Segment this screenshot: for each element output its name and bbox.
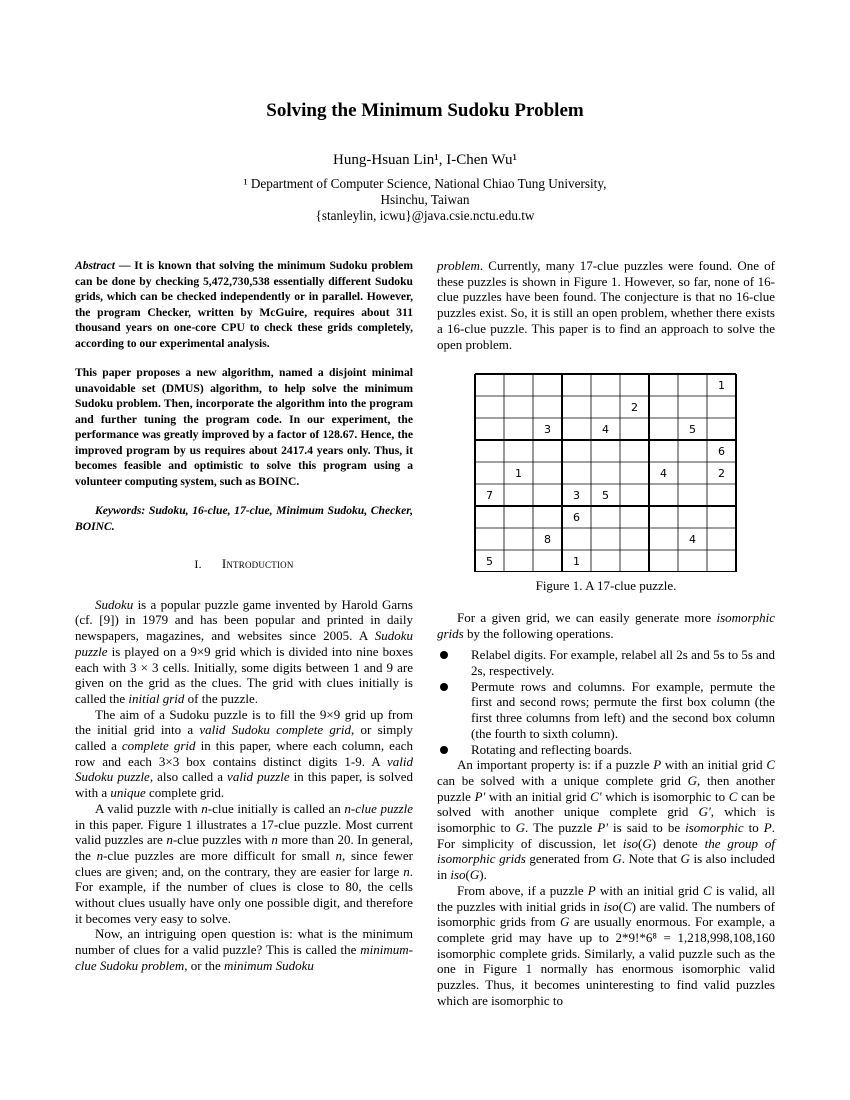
text-run: C xyxy=(622,898,632,914)
text-run: is also included in xyxy=(437,851,775,883)
text-run: . The puzzle xyxy=(525,820,598,836)
section-number: I. xyxy=(194,557,202,571)
text-run: complete grid. xyxy=(145,785,225,801)
text-run: iso xyxy=(603,898,619,914)
text-run: -clue puzzles with xyxy=(172,832,272,848)
text-run: minimum Sudoku xyxy=(224,957,314,973)
text-run: n xyxy=(271,832,278,848)
text-run: is a popular puzzle game invented by Harold Garns (cf. [9]) in 1979 and has been popular and printed in daily newspapers, magazines, and websites since 2005. A xyxy=(75,596,413,644)
text-run: with an initial grid xyxy=(595,882,704,898)
text-run: which is isomorphic to xyxy=(601,788,729,804)
text-run: more than 20. In general, the xyxy=(75,832,413,863)
text-run: , or the xyxy=(184,957,224,973)
bullet-text: Permute rows and columns. For example, permute the first and second rows; permute the first box column (the first three columns from left) and the second box column (the fourth to sixth column). xyxy=(471,678,775,741)
bullet-text: Relabel digits. For example, relabel all 2s and 5s to 5s and 2s, respectively. xyxy=(471,647,775,679)
text-run: P' xyxy=(597,820,608,836)
sudoku-clue: 5 xyxy=(486,555,493,569)
text-run: The aim of a Sudoku puzzle is to fill the 9×9 grid up from the initial grid into a xyxy=(75,706,413,738)
text-run: complete grid xyxy=(121,738,196,754)
bullet-dot-icon xyxy=(440,746,448,754)
text-run: the group of isomorphic grids xyxy=(437,835,775,867)
text-run: with an initial grid xyxy=(661,757,767,773)
text-run: P xyxy=(653,757,662,773)
text-run: n xyxy=(166,832,173,848)
sudoku-grid xyxy=(473,372,738,572)
text-run: . For example, if the number of clues is close to 80, the cells without clues usually have only one possible digit, and therefore it becomes very easy to solve. xyxy=(75,863,413,926)
text-run: ). xyxy=(479,867,487,883)
text-run: From above, if a puzzle xyxy=(457,882,588,898)
intro-paragraph-1 xyxy=(75,597,413,707)
text-run: Sudoku puzzle xyxy=(75,628,413,659)
paper-title: Solving the Minimum Sudoku Problem xyxy=(266,100,584,121)
text-run: . For simplicity of discussion, let xyxy=(437,820,775,851)
text-run: iso xyxy=(622,835,639,851)
text-run: -clue initially is called an xyxy=(207,800,345,816)
bullet-dot-icon xyxy=(440,651,448,659)
text-run: C xyxy=(766,757,775,773)
right-column xyxy=(437,258,775,1009)
text-run: n xyxy=(335,847,343,863)
text-run: ( xyxy=(618,898,623,914)
text-run: problem xyxy=(437,258,480,273)
text-run: ( xyxy=(638,835,643,851)
text-run: G' xyxy=(698,804,711,820)
bullet-list xyxy=(437,647,775,757)
text-run: valid Sudoku complete grid xyxy=(199,722,352,738)
sudoku-clue: 4 xyxy=(602,423,609,437)
right-paragraph-2 xyxy=(437,757,775,883)
abstract-label: Abstract xyxy=(75,259,115,272)
sudoku-clue: 2 xyxy=(631,401,638,415)
text-run: ) are valid. The numbers of isomorphic grids from xyxy=(437,898,775,930)
text-run: initial grid xyxy=(128,690,185,706)
intro-paragraph-2 xyxy=(75,707,413,801)
text-run: Sudoku xyxy=(95,596,134,612)
abstract-text: — It is known that solving the minimum Sudoku problem can be done by checking 5,472,730,538 essentially different Sudoku grids, which can be checked independently or in parallel. However, the program Checker, written by McGuire, requires about 311 thousand years on one-core CPU to check these grids completely, according to our experimental analysis. xyxy=(75,259,413,350)
right-paragraph-1 xyxy=(437,610,775,641)
text-run: , which is isomorphic to xyxy=(437,804,775,836)
section-title: Introduction xyxy=(221,556,294,571)
figure-caption: Figure 1. A 17-clue puzzle. xyxy=(535,578,677,594)
text-run: , then another puzzle xyxy=(437,772,775,804)
text-run: in this paper, where each column, each row and each 3×3 box contains distinct digits 1-9. A xyxy=(75,738,413,769)
sudoku-clue: 2 xyxy=(718,467,725,481)
abstract-paragraph-1 xyxy=(75,258,413,351)
author-list: Hung-Hsuan Lin¹, I-Chen Wu¹ xyxy=(333,152,517,168)
text-run: , or simply called a xyxy=(75,722,413,754)
text-run: of the puzzle. xyxy=(184,690,259,706)
text-run: n xyxy=(201,800,208,816)
affiliation xyxy=(0,176,850,224)
section-heading xyxy=(75,556,413,573)
text-run: in this paper, is solved with a xyxy=(75,769,413,801)
bullet-item xyxy=(437,742,775,758)
text-run: C' xyxy=(590,788,602,804)
text-run: with an initial grid xyxy=(485,788,591,804)
text-run: unique xyxy=(110,785,146,801)
sudoku-clue: 5 xyxy=(689,423,696,437)
sudoku-clue: 1 xyxy=(718,379,725,393)
sudoku-clue: 8 xyxy=(544,533,551,547)
sudoku-clue: 3 xyxy=(544,423,551,437)
text-run: , since fewer clues are given; and, on the contrary, they are easier for large xyxy=(75,847,413,879)
sudoku-clue: 4 xyxy=(660,467,667,481)
text-run: can be solved with a unique complete grid xyxy=(437,772,688,788)
text-run: minimum-clue Sudoku problem xyxy=(75,942,413,973)
text-run: in this paper. Figure 1 illustrates a 17-clue puzzle. Most current valid puzzles are xyxy=(75,816,413,848)
text-run: isomorphic xyxy=(685,820,744,836)
abstract-paragraph-2: This paper proposes a new algorithm, named a disjoint minimal unavoidable set (DMUS) algorithm, to help solve the minimum Sudoku problem. Then, incorporate the algorithm into the program and further tuning the program code. In our experiment, the performance was greatly improved by a factor of 128.67. Hence, the improved program by us requires about 2417.4 years only. Thus, it becomes feasible and optimistic to solve this program using a volunteer computing system, such as BOINC. xyxy=(75,366,413,488)
text-run: n xyxy=(403,863,410,879)
sudoku-clue: 5 xyxy=(602,489,609,503)
text-run: valid puzzle xyxy=(227,769,290,785)
bullet-item xyxy=(437,647,775,678)
text-run: An important property is: if a puzzle xyxy=(457,757,654,773)
text-run: Now, an intriguing open question is: what is the minimum number of clues for a valid puzzle? This is called the xyxy=(75,926,413,958)
text-run: n-clue puzzle xyxy=(344,800,413,816)
text-run: -clue puzzles are more difficult for small xyxy=(103,847,336,863)
text-run: C xyxy=(728,788,738,804)
bullet-dot-icon xyxy=(440,683,448,691)
text-run: G xyxy=(687,772,697,788)
text-run: ) denote xyxy=(651,835,705,851)
bullet-item xyxy=(437,679,775,742)
right-paragraph-3 xyxy=(437,883,775,1009)
sudoku-clue: 7 xyxy=(486,489,493,503)
text-run: G xyxy=(469,867,480,883)
keywords: Keywords: Sudoku, 16-clue, 17-clue, Minimum Sudoku, Checker, BOINC. xyxy=(75,504,413,533)
text-run: G xyxy=(515,820,526,836)
text-run: P' xyxy=(474,788,486,804)
text-run: can be solved with another unique complete grid xyxy=(437,788,776,820)
intro-paragraph-4 xyxy=(75,926,413,973)
text-run: is valid, all the puzzles with initial grids in xyxy=(437,882,775,914)
intro-paragraph-3 xyxy=(75,801,413,927)
text-run: A valid puzzle with xyxy=(95,800,202,816)
right-paragraph-0 xyxy=(437,258,775,352)
text-run: . Note that xyxy=(621,851,681,867)
text-run: is played on a 9×9 grid which is divided into nine boxes each with 3 × 3 cells. Initially, some digits between 1 and 9 are given on the grid as the clues. The grid with clues initially is called the xyxy=(75,643,413,706)
text-run: n xyxy=(96,847,104,863)
affiliation-email: {stanleylin, icwu}@java.csie.nctu.edu.tw xyxy=(315,208,535,223)
sudoku-clue: 1 xyxy=(573,555,580,569)
sudoku-clue: 6 xyxy=(718,445,725,459)
left-column xyxy=(75,258,413,974)
text-run: by the following operations. xyxy=(463,625,614,641)
text-run: valid Sudoku puzzle xyxy=(75,753,413,785)
text-run: are usually enormous. For example, a complete grid may have up to 2*9!*6⁸ = 1,218,998,108,160 isomorphic complete grids. Similarly, a valid puzzle such as the one in Figure 1 normally has enormous isomorphic valid puzzles. Thus, it becomes uninteresting to find valid puzzles which are isomorphic to xyxy=(437,914,775,1008)
text-run: , also called a xyxy=(149,769,228,785)
text-run: G xyxy=(560,914,570,930)
text-run: P xyxy=(763,820,772,836)
text-run: P xyxy=(587,882,596,898)
text-run: to xyxy=(743,820,764,836)
text-run: generated from xyxy=(525,851,613,867)
sudoku-clue: 6 xyxy=(573,511,580,525)
sudoku-clue: 4 xyxy=(689,533,696,547)
text-run: ( xyxy=(465,867,470,883)
text-run: For a given grid, we can easily generate more xyxy=(457,609,717,625)
text-run: is said to be xyxy=(608,820,686,836)
bullet-text: Rotating and reflecting boards. xyxy=(471,741,633,757)
text-run: G xyxy=(612,851,622,867)
figure-1 xyxy=(473,372,775,572)
text-run: C xyxy=(703,882,712,898)
text-run: isomorphic grids xyxy=(437,609,775,641)
sudoku-clue: 1 xyxy=(515,467,522,481)
text-run: G xyxy=(642,835,652,851)
sudoku-clue: 3 xyxy=(573,489,580,503)
text-run: G xyxy=(680,851,690,867)
text-run: . Currently, many 17-clue puzzles were found. One of these puzzles is shown in Figure 1. However, so far, none of 16-clue puzzles have been found. The conjecture is that no 16-clue puzzles exist. So, it is still an open problem, whether there exists a 16-clue puzzle. This paper is to find an approach to solve the open problem. xyxy=(437,258,775,352)
affiliation-line-1: ¹ Department of Computer Science, National Chiao Tung University, xyxy=(243,176,607,191)
text-run: iso xyxy=(450,867,466,883)
affiliation-line-2: Hsinchu, Taiwan xyxy=(380,192,470,207)
